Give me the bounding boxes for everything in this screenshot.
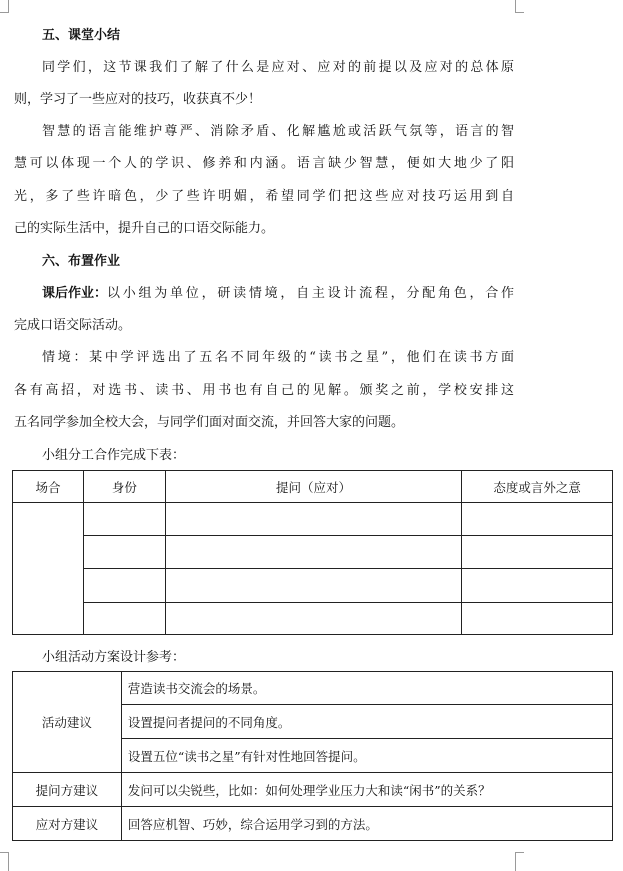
question-cell[interactable] xyxy=(165,536,461,569)
activity-plan-table xyxy=(12,671,613,841)
homework-text: 以小组为单位，研读情境，自主设计流程，分配角色，合作 xyxy=(107,286,514,301)
attitude-cell[interactable] xyxy=(462,603,613,635)
header-question: 提问（应对） xyxy=(165,471,461,503)
occasion-cell[interactable] xyxy=(13,503,84,635)
question-cell[interactable] xyxy=(165,603,461,635)
identity-cell[interactable] xyxy=(83,536,165,569)
activity-item: 设置五位“读书之星”有针对性地回答提问。 xyxy=(121,739,612,773)
header-attitude: 态度或言外之意 xyxy=(462,471,613,503)
identity-cell[interactable] xyxy=(83,569,165,603)
activity-item: 设置提问者提问的不同角度。 xyxy=(121,705,612,739)
wisdom-line-1: 智慧的语言能维护尊严、消除矛盾、化解尴尬或活跃气氛等，语言的智 xyxy=(42,124,514,139)
section-6-heading: 六、布置作业 xyxy=(42,254,121,269)
table1-caption: 小组分工合作完成下表： xyxy=(42,448,186,463)
attitude-cell[interactable] xyxy=(462,569,613,603)
homework-line-1 xyxy=(42,284,514,304)
question-cell[interactable] xyxy=(165,503,461,536)
activity-item: 营造读书交流会的场景。 xyxy=(121,672,612,705)
responder-label: 应对方建议 xyxy=(13,807,122,841)
summary-line-2: 则，学习了一些应对的技巧，收获真不少！ xyxy=(14,92,262,107)
division-table xyxy=(12,470,613,635)
homework-line-2: 完成口语交际活动。 xyxy=(14,318,132,333)
identity-cell[interactable] xyxy=(83,503,165,536)
asker-label: 提问方建议 xyxy=(13,773,122,807)
wisdom-line-2: 慧可以体现一个人的学识、修养和内涵。语言缺少智慧，便如大地少了阳 xyxy=(14,156,514,171)
scenario-line-2: 各有高招，对选书、读书、用书也有自己的见解。颁奖之前，学校安排这 xyxy=(14,383,514,398)
wisdom-line-4: 己的实际生活中，提升自己的口语交际能力。 xyxy=(14,221,275,236)
summary-line-1: 同学们，这节课我们了解了什么是应对、应对的前提以及应对的总体原 xyxy=(42,60,514,75)
crop-mark-top-left xyxy=(0,0,9,13)
question-cell[interactable] xyxy=(165,569,461,603)
table2-caption: 小组活动方案设计参考： xyxy=(42,650,186,665)
activity-label: 活动建议 xyxy=(13,672,122,773)
asker-text: 发问可以尖锐些，比如：如何处理学业压力大和读“闲书”的关系？ xyxy=(121,773,612,807)
crop-mark-bottom-right xyxy=(515,852,524,871)
attitude-cell[interactable] xyxy=(462,503,613,536)
section-5-heading: 五、课堂小结 xyxy=(42,28,121,43)
homework-label: 课后作业： xyxy=(42,286,108,301)
attitude-cell[interactable] xyxy=(462,536,613,569)
wisdom-line-3: 光，多了些许暗色，少了些许明媚，希望同学们把这些应对技巧运用到自 xyxy=(14,189,514,204)
crop-mark-top-right xyxy=(515,0,524,13)
scenario-line-1: 情境：某中学评选出了五名不同年级的“读书之星”，他们在读书方面 xyxy=(42,350,514,365)
header-identity: 身份 xyxy=(83,471,165,503)
responder-text: 回答应机智、巧妙，综合运用学习到的方法。 xyxy=(121,807,612,841)
header-occasion: 场合 xyxy=(13,471,84,503)
scenario-line-3: 五名同学参加全校大会，与同学们面对面交流，并回答大家的问题。 xyxy=(14,415,405,430)
identity-cell[interactable] xyxy=(83,603,165,635)
crop-mark-bottom-left xyxy=(0,852,9,871)
